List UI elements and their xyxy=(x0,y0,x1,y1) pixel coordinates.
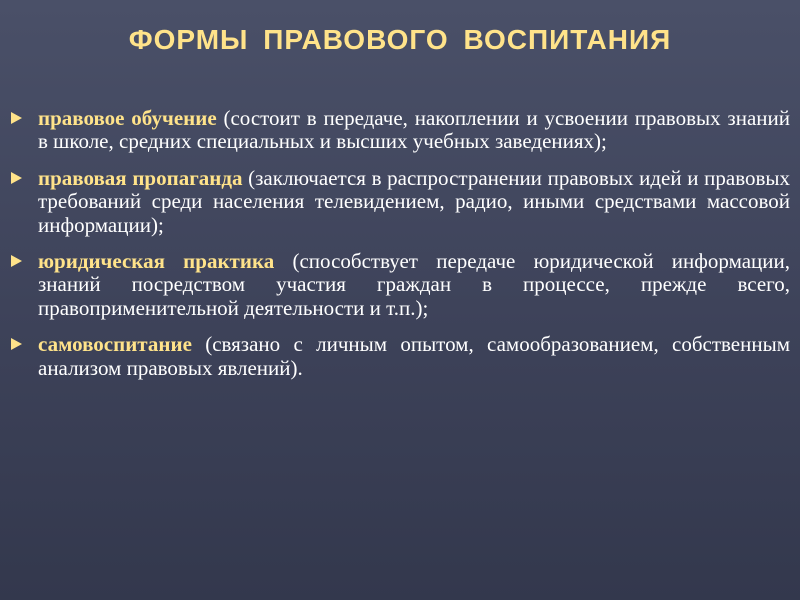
list-item-self-education xyxy=(10,333,790,380)
arrow-bullet-icon xyxy=(11,172,22,184)
slide-title: ФОРМЫ ПРАВОВОГО ВОСПИТАНИЯ xyxy=(128,24,672,55)
item-term: юридическая практика xyxy=(38,249,275,274)
item-description: (способствует передаче юридической информации, знаний посредством участия граждан в процессе, прежде всего, правоприменительной деятельности и т.п.); xyxy=(38,249,790,320)
list-item-legal-education xyxy=(10,107,790,154)
item-term: правовое обучение xyxy=(38,106,217,130)
arrow-bullet-icon xyxy=(11,338,22,350)
list-item-legal-propaganda xyxy=(10,167,790,237)
arrow-bullet-icon xyxy=(11,255,22,267)
arrow-bullet-icon xyxy=(11,112,22,124)
list-item-legal-practice xyxy=(10,250,790,320)
item-description: (состоит в передаче, накоплении и усвоении правовых знаний в школе, средних специальных и высших учебных заведениях); xyxy=(38,106,790,154)
item-term: правовая пропаганда xyxy=(38,165,243,190)
item-term: самовоспитание xyxy=(38,332,192,357)
item-description: (связано с личным опытом, самообразованием, собственным анализом правовых явлений). xyxy=(38,332,790,380)
item-description: (заключается в распространении правовых идей и правовых требований среди населения телевидением, радио, иными средствами массовой информации); xyxy=(38,165,790,237)
forms-list xyxy=(10,107,790,393)
